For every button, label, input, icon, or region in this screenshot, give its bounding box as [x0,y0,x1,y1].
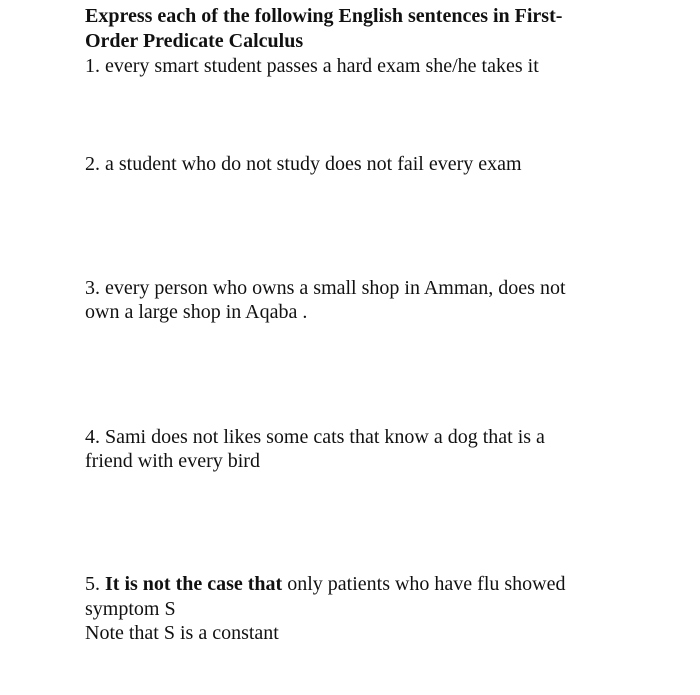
question-3-line-2: own a large shop in Aqaba . [85,301,308,323]
question-5-rest: only patients who have flu showed [282,573,566,595]
question-3-line-1: 3. every person who owns a small shop in Amman, does not [85,277,566,299]
question-4-line-1: 4. Sami does not likes some cats that know a dog that is a [85,426,545,448]
question-5-line-1 [85,572,566,596]
question-1: 1. every smart student passes a hard exam she/he takes it [85,55,539,77]
heading-line-1: Express each of the following English sentences in First- [85,5,563,27]
question-4-line-2: friend with every bird [85,450,260,472]
question-5-number: 5. [85,573,105,595]
heading-line-2: Order Predicate Calculus [85,30,304,52]
question-5-line-2: symptom S [85,598,176,620]
question-5-emphasis: It is not the case that [105,573,283,595]
question-2: 2. a student who do not study does not fail every exam [85,153,522,175]
question-5-note: Note that S is a constant [85,622,279,644]
